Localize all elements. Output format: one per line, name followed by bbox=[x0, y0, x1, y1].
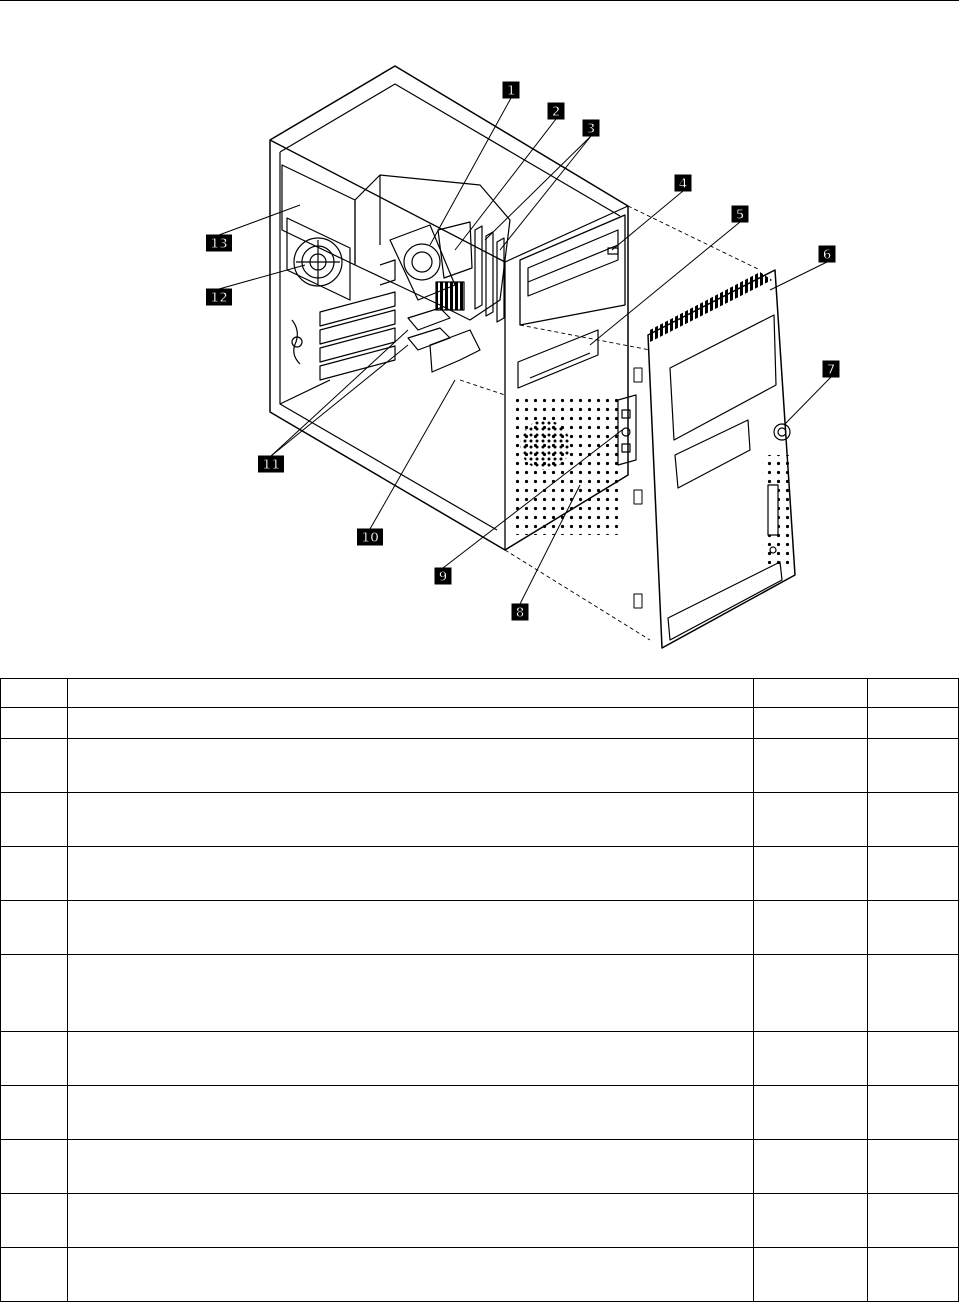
table-cell bbox=[68, 1140, 754, 1194]
callout-7 bbox=[823, 361, 840, 379]
callout-number: 7 bbox=[826, 363, 836, 378]
table-row bbox=[1, 1032, 959, 1086]
callout-11 bbox=[258, 456, 284, 474]
table-cell bbox=[867, 1194, 958, 1248]
table-row bbox=[1, 1140, 959, 1194]
table-cell bbox=[68, 955, 754, 1032]
front-bezel bbox=[634, 270, 795, 648]
parts-table-body bbox=[1, 679, 959, 1302]
processor-fan bbox=[380, 222, 472, 310]
callout-12 bbox=[206, 289, 232, 307]
table-cell bbox=[1, 708, 68, 739]
table-cell bbox=[753, 1086, 867, 1140]
callout-number: 1 bbox=[506, 84, 516, 99]
table-cell bbox=[1, 847, 68, 901]
parts-table bbox=[0, 678, 959, 1302]
table-cell bbox=[753, 901, 867, 955]
table-cell bbox=[1, 1086, 68, 1140]
table-cell bbox=[867, 793, 958, 847]
table-cell bbox=[753, 793, 867, 847]
callout-number: 12 bbox=[209, 291, 229, 306]
callout-13 bbox=[206, 235, 232, 253]
table-cell bbox=[753, 739, 867, 793]
card-connectors bbox=[408, 308, 480, 372]
callout-6 bbox=[819, 246, 836, 264]
callout-2 bbox=[548, 103, 565, 121]
table-cell bbox=[68, 1086, 754, 1140]
table-cell bbox=[68, 1248, 754, 1302]
table-cell bbox=[1, 679, 68, 708]
callout-9 bbox=[435, 568, 452, 586]
table-cell bbox=[68, 847, 754, 901]
table-cell bbox=[753, 708, 867, 739]
callout-number: 3 bbox=[586, 122, 596, 137]
callout-number: 9 bbox=[438, 570, 448, 585]
table-cell bbox=[1, 1140, 68, 1194]
table-cell bbox=[867, 1086, 958, 1140]
table-cell bbox=[867, 955, 958, 1032]
callout-number: 5 bbox=[735, 208, 745, 223]
table-row bbox=[1, 955, 959, 1032]
callout-number: 4 bbox=[678, 177, 688, 192]
table-row bbox=[1, 1086, 959, 1140]
callout-8 bbox=[512, 604, 529, 622]
expansion-slots bbox=[292, 292, 395, 380]
table-cell bbox=[753, 1032, 867, 1086]
table-cell bbox=[68, 739, 754, 793]
chassis-vent-holes bbox=[510, 395, 622, 535]
table-row bbox=[1, 708, 959, 739]
table-cell bbox=[1, 1194, 68, 1248]
table-row bbox=[1, 739, 959, 793]
power-supply bbox=[282, 165, 510, 320]
table-cell bbox=[68, 901, 754, 955]
table-cell bbox=[867, 1032, 958, 1086]
diskette-drive bbox=[518, 330, 598, 388]
table-cell bbox=[753, 955, 867, 1032]
table-cell bbox=[1, 1032, 68, 1086]
chassis-speaker bbox=[520, 420, 570, 470]
rear-fan bbox=[287, 218, 350, 300]
table-row bbox=[1, 679, 959, 708]
table-cell bbox=[753, 1194, 867, 1248]
table-cell bbox=[867, 1248, 958, 1302]
table-cell bbox=[68, 793, 754, 847]
table-cell bbox=[753, 847, 867, 901]
table-cell bbox=[1, 901, 68, 955]
callout-1 bbox=[503, 82, 520, 100]
table-cell bbox=[753, 1140, 867, 1194]
callout-10 bbox=[357, 529, 383, 547]
table-cell bbox=[1, 955, 68, 1032]
table-row bbox=[1, 901, 959, 955]
callout-5 bbox=[732, 206, 749, 224]
table-cell bbox=[867, 847, 958, 901]
callout-number: 10 bbox=[360, 531, 380, 546]
table-cell bbox=[1, 1248, 68, 1302]
callout-number: 11 bbox=[261, 458, 281, 473]
table-row bbox=[1, 1194, 959, 1248]
table-cell bbox=[68, 1032, 754, 1086]
callout-number: 8 bbox=[515, 606, 525, 621]
table-cell bbox=[1, 739, 68, 793]
table-cell bbox=[867, 679, 958, 708]
table-row bbox=[1, 1248, 959, 1302]
table-row bbox=[1, 847, 959, 901]
table-cell bbox=[867, 901, 958, 955]
table-cell bbox=[68, 679, 754, 708]
table-cell bbox=[867, 1140, 958, 1194]
callout-3 bbox=[583, 120, 600, 138]
table-cell bbox=[68, 708, 754, 739]
table-cell bbox=[867, 708, 958, 739]
callout-number: 2 bbox=[551, 105, 561, 120]
table-cell bbox=[68, 1194, 754, 1248]
callout-4 bbox=[675, 175, 692, 193]
table-cell bbox=[753, 679, 867, 708]
table-cell bbox=[1, 793, 68, 847]
callout-number: 13 bbox=[209, 237, 229, 252]
table-cell bbox=[867, 739, 958, 793]
callout-number: 6 bbox=[822, 248, 832, 263]
table-cell bbox=[753, 1248, 867, 1302]
table-row bbox=[1, 793, 959, 847]
